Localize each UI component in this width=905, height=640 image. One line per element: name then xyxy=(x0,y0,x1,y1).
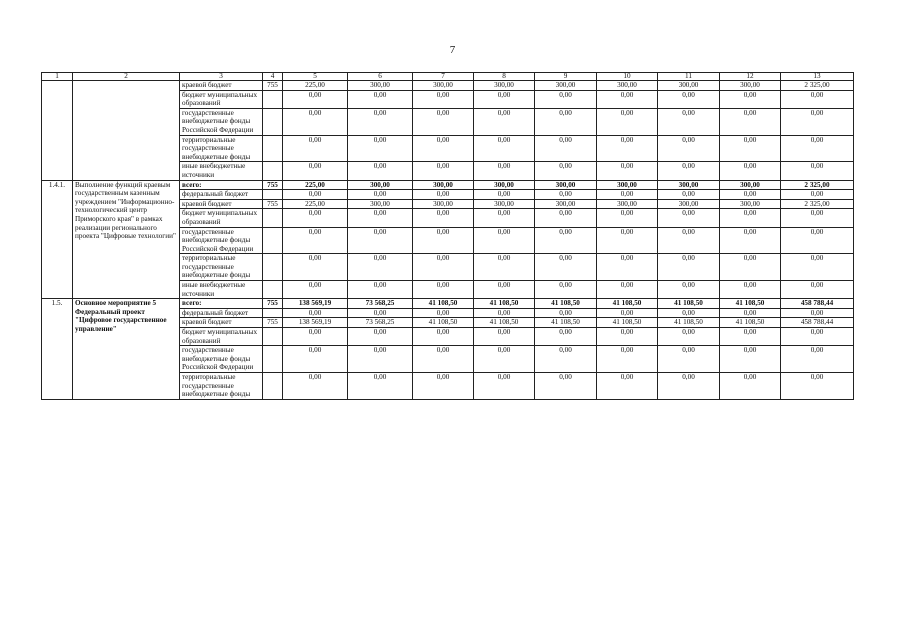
budget-code xyxy=(263,281,283,299)
table-row xyxy=(42,81,854,91)
year-value: 0,00 xyxy=(535,227,597,254)
year-value: 300,00 xyxy=(348,180,413,190)
funding-source: федеральный бюджет xyxy=(180,308,263,318)
year-value: 41 108,50 xyxy=(474,299,535,309)
year-value: 0,00 xyxy=(283,308,348,318)
year-value: 300,00 xyxy=(535,199,597,209)
year-value: 41 108,50 xyxy=(413,299,474,309)
item-index: 1.4.1. xyxy=(42,180,73,299)
year-value: 0,00 xyxy=(474,308,535,318)
item-title: Выполнение функций краевым государственным казенным учреждением "Информационно-технологический центр Приморского края" в рамках реализации регионального проекта "Цифровые технологии" xyxy=(73,180,180,299)
table-row xyxy=(42,299,854,309)
year-value: 0,00 xyxy=(474,328,535,346)
column-header: 4 xyxy=(263,73,283,81)
funding-source: государственные внебюджетные фонды Российской Федерации xyxy=(180,227,263,254)
budget-code xyxy=(263,254,283,281)
year-value: 0,00 xyxy=(283,209,348,227)
year-value: 41 108,50 xyxy=(535,299,597,309)
total-value: 2 325,00 xyxy=(781,180,854,190)
column-header: 10 xyxy=(597,73,658,81)
year-value: 0,00 xyxy=(413,308,474,318)
year-value: 0,00 xyxy=(535,90,597,108)
funding-source: федеральный бюджет xyxy=(180,190,263,200)
year-value: 300,00 xyxy=(658,199,720,209)
total-value: 0,00 xyxy=(781,108,854,135)
year-value: 0,00 xyxy=(658,328,720,346)
year-value: 0,00 xyxy=(535,373,597,400)
year-value: 0,00 xyxy=(348,346,413,373)
year-value: 0,00 xyxy=(474,162,535,180)
year-value: 0,00 xyxy=(535,135,597,162)
year-value: 225,00 xyxy=(283,81,348,91)
year-value: 0,00 xyxy=(720,346,781,373)
budget-code xyxy=(263,190,283,200)
year-value: 300,00 xyxy=(720,81,781,91)
year-value: 0,00 xyxy=(348,162,413,180)
column-header: 5 xyxy=(283,73,348,81)
year-value: 41 108,50 xyxy=(413,318,474,328)
year-value: 0,00 xyxy=(413,254,474,281)
year-value: 0,00 xyxy=(597,209,658,227)
year-value: 0,00 xyxy=(413,162,474,180)
year-value: 0,00 xyxy=(348,308,413,318)
funding-source: бюджет муниципальных образований xyxy=(180,209,263,227)
item-title xyxy=(73,81,180,181)
budget-code xyxy=(263,108,283,135)
year-value: 0,00 xyxy=(535,190,597,200)
budget-code: 755 xyxy=(263,180,283,190)
year-value: 300,00 xyxy=(535,81,597,91)
year-value: 0,00 xyxy=(413,373,474,400)
budget-code xyxy=(263,373,283,400)
year-value: 0,00 xyxy=(283,328,348,346)
total-value: 0,00 xyxy=(781,281,854,299)
year-value: 0,00 xyxy=(597,308,658,318)
year-value: 0,00 xyxy=(413,190,474,200)
budget-code: 755 xyxy=(263,299,283,309)
year-value: 0,00 xyxy=(658,346,720,373)
year-value: 0,00 xyxy=(474,281,535,299)
year-value: 0,00 xyxy=(720,209,781,227)
year-value: 0,00 xyxy=(720,190,781,200)
year-value: 0,00 xyxy=(720,227,781,254)
year-value: 41 108,50 xyxy=(658,318,720,328)
column-header: 12 xyxy=(720,73,781,81)
year-value: 0,00 xyxy=(283,190,348,200)
year-value: 73 568,25 xyxy=(348,318,413,328)
year-value: 0,00 xyxy=(348,108,413,135)
year-value: 0,00 xyxy=(283,108,348,135)
funding-source: всего: xyxy=(180,299,263,309)
year-value: 0,00 xyxy=(535,328,597,346)
year-value: 0,00 xyxy=(283,135,348,162)
budget-table xyxy=(41,72,854,400)
year-value: 0,00 xyxy=(658,373,720,400)
column-number-row xyxy=(42,73,854,81)
total-value: 0,00 xyxy=(781,90,854,108)
funding-source: иные внебюджетные источники xyxy=(180,281,263,299)
year-value: 0,00 xyxy=(413,227,474,254)
year-value: 300,00 xyxy=(413,199,474,209)
year-value: 0,00 xyxy=(348,373,413,400)
funding-source: государственные внебюджетные фонды Российской Федерации xyxy=(180,346,263,373)
year-value: 0,00 xyxy=(413,90,474,108)
year-value: 73 568,25 xyxy=(348,299,413,309)
year-value: 0,00 xyxy=(413,209,474,227)
year-value: 0,00 xyxy=(413,281,474,299)
total-value: 0,00 xyxy=(781,209,854,227)
funding-source: краевой бюджет xyxy=(180,318,263,328)
year-value: 225,00 xyxy=(283,180,348,190)
year-value: 0,00 xyxy=(720,308,781,318)
year-value: 300,00 xyxy=(658,180,720,190)
year-value: 41 108,50 xyxy=(720,318,781,328)
year-value: 0,00 xyxy=(413,328,474,346)
year-value: 0,00 xyxy=(413,108,474,135)
budget-code: 755 xyxy=(263,199,283,209)
column-header: 9 xyxy=(535,73,597,81)
year-value: 0,00 xyxy=(283,227,348,254)
year-value: 0,00 xyxy=(283,346,348,373)
year-value: 0,00 xyxy=(348,227,413,254)
year-value: 0,00 xyxy=(658,209,720,227)
total-value: 0,00 xyxy=(781,135,854,162)
year-value: 0,00 xyxy=(720,281,781,299)
year-value: 300,00 xyxy=(535,180,597,190)
year-value: 0,00 xyxy=(720,108,781,135)
funding-source: иные внебюджетные источники xyxy=(180,162,263,180)
year-value: 0,00 xyxy=(535,346,597,373)
year-value: 0,00 xyxy=(535,254,597,281)
budget-code xyxy=(263,308,283,318)
year-value: 138 569,19 xyxy=(283,299,348,309)
total-value: 0,00 xyxy=(781,190,854,200)
year-value: 0,00 xyxy=(597,373,658,400)
year-value: 0,00 xyxy=(348,254,413,281)
funding-source: бюджет муниципальных образований xyxy=(180,328,263,346)
funding-source: всего: xyxy=(180,180,263,190)
year-value: 0,00 xyxy=(597,108,658,135)
year-value: 0,00 xyxy=(535,308,597,318)
year-value: 0,00 xyxy=(283,254,348,281)
year-value: 300,00 xyxy=(597,180,658,190)
year-value: 0,00 xyxy=(474,373,535,400)
column-header: 2 xyxy=(73,73,180,81)
year-value: 0,00 xyxy=(474,108,535,135)
funding-source: бюджет муниципальных образований xyxy=(180,90,263,108)
year-value: 0,00 xyxy=(597,227,658,254)
year-value: 300,00 xyxy=(658,81,720,91)
year-value: 300,00 xyxy=(348,199,413,209)
year-value: 0,00 xyxy=(597,162,658,180)
funding-source: территориальные государственные внебюджетные фонды xyxy=(180,254,263,281)
column-header: 6 xyxy=(348,73,413,81)
item-index: 1.5. xyxy=(42,299,73,400)
budget-code xyxy=(263,209,283,227)
total-value: 0,00 xyxy=(781,373,854,400)
year-value: 0,00 xyxy=(348,209,413,227)
year-value: 0,00 xyxy=(348,281,413,299)
budget-code xyxy=(263,90,283,108)
column-header: 8 xyxy=(474,73,535,81)
year-value: 0,00 xyxy=(535,162,597,180)
total-value: 0,00 xyxy=(781,254,854,281)
year-value: 300,00 xyxy=(597,81,658,91)
year-value: 0,00 xyxy=(474,227,535,254)
year-value: 0,00 xyxy=(348,90,413,108)
year-value: 0,00 xyxy=(597,135,658,162)
year-value: 41 108,50 xyxy=(597,318,658,328)
year-value: 300,00 xyxy=(474,180,535,190)
total-value: 458 788,44 xyxy=(781,299,854,309)
funding-source: территориальные государственные внебюджетные фонды xyxy=(180,373,263,400)
year-value: 0,00 xyxy=(658,108,720,135)
budget-code xyxy=(263,328,283,346)
total-value: 458 788,44 xyxy=(781,318,854,328)
total-value: 0,00 xyxy=(781,308,854,318)
page-number: 7 xyxy=(449,44,456,56)
total-value: 2 325,00 xyxy=(781,199,854,209)
year-value: 0,00 xyxy=(283,373,348,400)
year-value: 0,00 xyxy=(474,190,535,200)
funding-source: государственные внебюджетные фонды Российской Федерации xyxy=(180,108,263,135)
year-value: 0,00 xyxy=(535,209,597,227)
total-value: 0,00 xyxy=(781,346,854,373)
table-row xyxy=(42,180,854,190)
year-value: 300,00 xyxy=(720,180,781,190)
year-value: 0,00 xyxy=(658,227,720,254)
year-value: 0,00 xyxy=(597,90,658,108)
year-value: 0,00 xyxy=(658,254,720,281)
year-value: 41 108,50 xyxy=(474,318,535,328)
year-value: 0,00 xyxy=(597,190,658,200)
item-index xyxy=(42,81,73,181)
total-value: 0,00 xyxy=(781,328,854,346)
column-header: 1 xyxy=(42,73,73,81)
year-value: 0,00 xyxy=(658,308,720,318)
year-value: 0,00 xyxy=(474,254,535,281)
year-value: 300,00 xyxy=(474,199,535,209)
year-value: 41 108,50 xyxy=(535,318,597,328)
year-value: 0,00 xyxy=(348,135,413,162)
year-value: 0,00 xyxy=(474,90,535,108)
year-value: 0,00 xyxy=(597,328,658,346)
table-body xyxy=(42,81,854,400)
year-value: 0,00 xyxy=(597,254,658,281)
year-value: 0,00 xyxy=(720,328,781,346)
column-header: 11 xyxy=(658,73,720,81)
budget-code xyxy=(263,135,283,162)
year-value: 300,00 xyxy=(597,199,658,209)
year-value: 300,00 xyxy=(720,199,781,209)
total-value: 0,00 xyxy=(781,162,854,180)
year-value: 0,00 xyxy=(283,162,348,180)
year-value: 0,00 xyxy=(658,90,720,108)
year-value: 300,00 xyxy=(474,81,535,91)
year-value: 225,00 xyxy=(283,199,348,209)
total-value: 2 325,00 xyxy=(781,81,854,91)
year-value: 0,00 xyxy=(658,135,720,162)
year-value: 0,00 xyxy=(597,346,658,373)
funding-source: территориальные государственные внебюджетные фонды xyxy=(180,135,263,162)
year-value: 138 569,19 xyxy=(283,318,348,328)
budget-code xyxy=(263,227,283,254)
item-title: Основное мероприятие 5 Федеральный проект "Цифровое государственное управление" xyxy=(73,299,180,400)
year-value: 0,00 xyxy=(348,190,413,200)
budget-code: 755 xyxy=(263,318,283,328)
year-value: 300,00 xyxy=(413,81,474,91)
column-header: 7 xyxy=(413,73,474,81)
budget-code xyxy=(263,162,283,180)
year-value: 0,00 xyxy=(535,108,597,135)
year-value: 0,00 xyxy=(474,209,535,227)
total-value: 0,00 xyxy=(781,227,854,254)
year-value: 41 108,50 xyxy=(597,299,658,309)
year-value: 0,00 xyxy=(720,162,781,180)
year-value: 0,00 xyxy=(720,90,781,108)
year-value: 0,00 xyxy=(283,281,348,299)
year-value: 0,00 xyxy=(474,135,535,162)
year-value: 0,00 xyxy=(413,135,474,162)
year-value: 0,00 xyxy=(348,328,413,346)
year-value: 0,00 xyxy=(658,162,720,180)
year-value: 0,00 xyxy=(658,190,720,200)
year-value: 0,00 xyxy=(283,90,348,108)
year-value: 0,00 xyxy=(597,281,658,299)
year-value: 0,00 xyxy=(535,281,597,299)
year-value: 41 108,50 xyxy=(658,299,720,309)
year-value: 41 108,50 xyxy=(720,299,781,309)
year-value: 300,00 xyxy=(413,180,474,190)
year-value: 0,00 xyxy=(413,346,474,373)
year-value: 300,00 xyxy=(348,81,413,91)
year-value: 0,00 xyxy=(474,346,535,373)
year-value: 0,00 xyxy=(658,281,720,299)
budget-code xyxy=(263,346,283,373)
funding-source: краевой бюджет xyxy=(180,81,263,91)
year-value: 0,00 xyxy=(720,254,781,281)
budget-code: 755 xyxy=(263,81,283,91)
funding-source: краевой бюджет xyxy=(180,199,263,209)
year-value: 0,00 xyxy=(720,135,781,162)
column-header: 13 xyxy=(781,73,854,81)
year-value: 0,00 xyxy=(720,373,781,400)
column-header: 3 xyxy=(180,73,263,81)
